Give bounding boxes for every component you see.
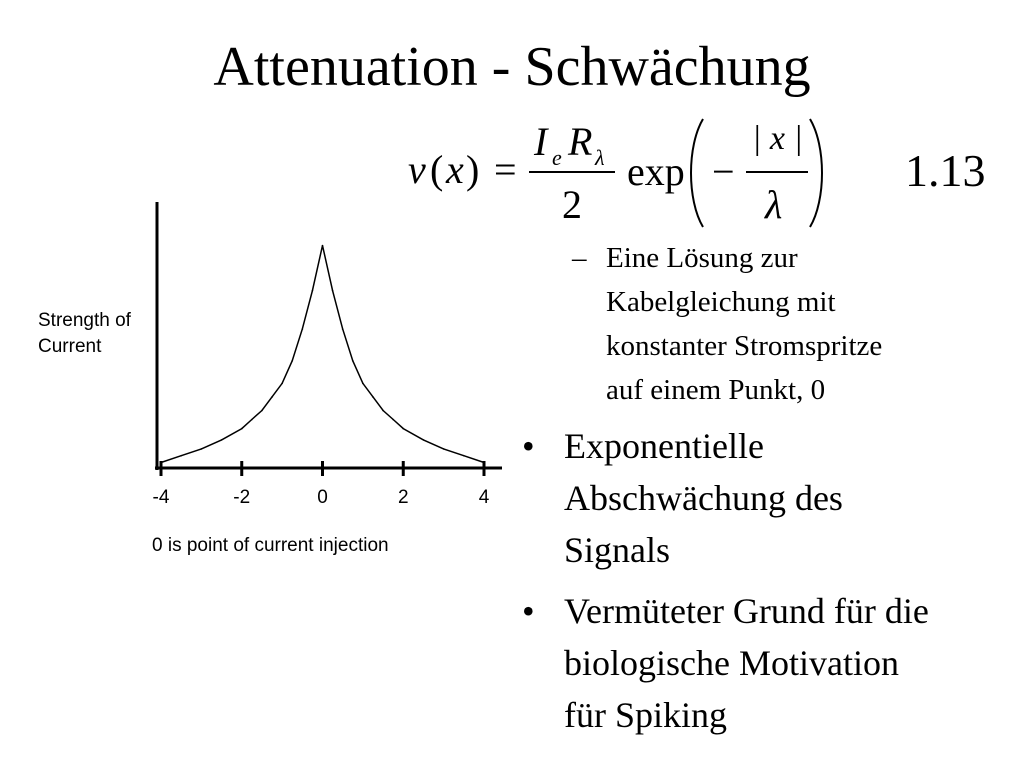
eq-rparen: ) (466, 147, 480, 192)
x-tick-label: 2 (397, 487, 409, 508)
sub-bullet-dash: – (572, 242, 587, 274)
data-point (302, 328, 304, 330)
eq-resistance-R: R (568, 119, 593, 164)
x-tick-label: -2 (233, 487, 251, 508)
data-point (160, 462, 162, 464)
data-point (402, 428, 404, 430)
bullet-line: Exponentielle (564, 426, 764, 466)
data-point (342, 328, 344, 330)
eq-minus: − (712, 149, 735, 194)
x-tick-label: -4 (152, 487, 170, 508)
equation-number: 1.13 (905, 145, 986, 196)
data-point (372, 396, 374, 398)
data-point (362, 383, 364, 385)
eq-exp: exp (627, 149, 685, 194)
eq-lparen: ( (430, 147, 444, 192)
eq-fraction-bar-2 (746, 171, 808, 173)
eq-current-subscript: e (552, 145, 562, 170)
eq-denominator-2: 2 (562, 182, 582, 227)
bullet-marker: • (522, 426, 535, 466)
data-point (180, 455, 182, 457)
chart-axes (155, 202, 502, 470)
sub-bullet-line: Kabelgleichung mit (606, 286, 836, 318)
data-point (483, 462, 485, 464)
series-points (160, 245, 485, 464)
data-point (241, 428, 243, 430)
data-point (382, 410, 384, 412)
bullet-marker: • (522, 591, 535, 631)
sub-bullet-line: konstanter Stromspritze (606, 330, 883, 362)
data-point (332, 290, 334, 292)
eq-abs-x: | x | (752, 120, 803, 157)
bullet-line: für Spiking (564, 695, 728, 735)
data-point (443, 448, 445, 450)
eq-fraction-bar (529, 171, 615, 173)
bullet-line: Vermüteter Grund für die (564, 591, 929, 631)
data-point (463, 455, 465, 457)
data-point (221, 439, 223, 441)
sub-bullet-line: auf einem Punkt, 0 (606, 374, 826, 406)
data-point (291, 360, 293, 362)
eq-v: v (408, 147, 426, 192)
data-point (261, 410, 263, 412)
data-point (281, 383, 283, 385)
y-axis-label: Current (38, 336, 102, 357)
y-axis-label: Strength of (38, 310, 131, 331)
data-point (423, 439, 425, 441)
eq-lambda: λ (765, 182, 783, 227)
data-point (312, 290, 314, 292)
data-point (322, 245, 324, 247)
series-line (161, 246, 484, 463)
data-point (352, 360, 354, 362)
x-tick-label: 0 (317, 487, 328, 508)
eq-resistance-subscript: λ (595, 145, 605, 170)
slide-title: Attenuation - Schwächung (213, 36, 811, 98)
eq-equals: = (494, 147, 517, 192)
bullet-line: Abschwächung des (564, 478, 843, 518)
eq-big-lparen (683, 116, 709, 230)
eq-current-I: I (534, 119, 548, 164)
attenuation-chart (0, 0, 520, 570)
sub-bullet-line: Eine Lösung zur (606, 242, 798, 274)
bullet-line: biologische Motivation (564, 643, 899, 683)
bullet-line: Signals (564, 530, 671, 570)
x-tick-label: 4 (478, 487, 490, 508)
x-axis-label: 0 is point of current injection (152, 535, 389, 556)
data-point (392, 419, 394, 421)
data-point (271, 396, 273, 398)
data-point (201, 448, 203, 450)
eq-x: x (446, 147, 464, 192)
eq-big-rparen (804, 116, 830, 230)
data-point (251, 419, 253, 421)
